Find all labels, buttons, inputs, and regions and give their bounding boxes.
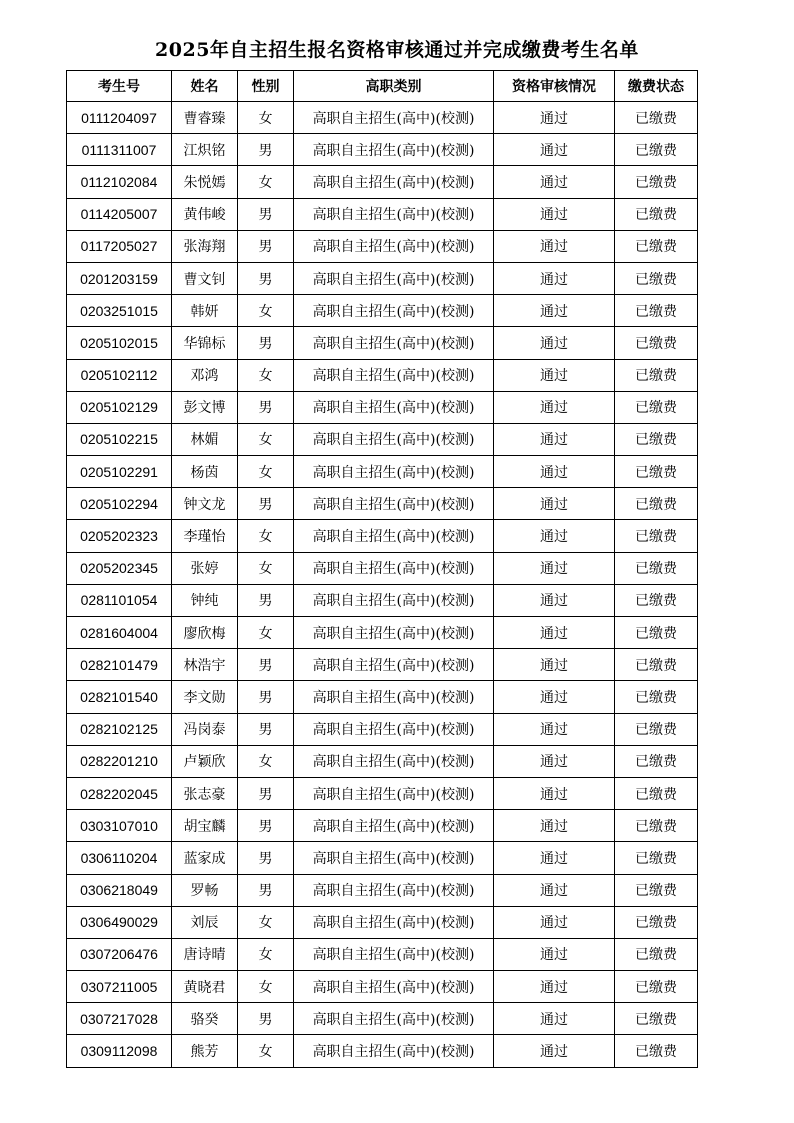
gender-cell: 女 xyxy=(238,166,294,198)
payment-status-cell: 已缴费 xyxy=(615,1035,698,1067)
candidate-number-cell: 0309112098 xyxy=(67,1035,172,1067)
candidate-number-cell: 0117205027 xyxy=(67,230,172,262)
payment-status-cell: 已缴费 xyxy=(615,359,698,391)
review-status-cell: 通过 xyxy=(494,520,615,552)
candidate-number-cell: 0282101540 xyxy=(67,681,172,713)
candidate-number-cell: 0205102294 xyxy=(67,488,172,520)
gender-cell: 女 xyxy=(238,938,294,970)
review-status-cell: 通过 xyxy=(494,456,615,488)
category-cell: 高职自主招生(高中)(校测) xyxy=(294,262,494,294)
table-row xyxy=(67,938,698,970)
name-cell: 廖欣梅 xyxy=(172,617,238,649)
candidate-number-cell: 0205102015 xyxy=(67,327,172,359)
payment-status-cell: 已缴费 xyxy=(615,971,698,1003)
review-status-cell: 通过 xyxy=(494,552,615,584)
gender-cell: 男 xyxy=(238,134,294,166)
table-row xyxy=(67,906,698,938)
table-row xyxy=(67,842,698,874)
name-cell: 朱悦嫣 xyxy=(172,166,238,198)
document-title: 2025年自主招生报名资格审核通过并完成缴费考生名单 xyxy=(155,39,639,61)
payment-status-cell: 已缴费 xyxy=(615,327,698,359)
candidate-number-cell: 0205102215 xyxy=(67,423,172,455)
name-cell: 李文勋 xyxy=(172,681,238,713)
table-row xyxy=(67,874,698,906)
review-status-cell: 通过 xyxy=(494,488,615,520)
table-row xyxy=(67,584,698,616)
category-cell: 高职自主招生(高中)(校测) xyxy=(294,1035,494,1067)
payment-status-cell: 已缴费 xyxy=(615,681,698,713)
gender-cell: 女 xyxy=(238,102,294,134)
payment-status-cell: 已缴费 xyxy=(615,552,698,584)
table-row xyxy=(67,166,698,198)
table-row xyxy=(67,456,698,488)
name-cell: 华锦标 xyxy=(172,327,238,359)
category-cell: 高职自主招生(高中)(校测) xyxy=(294,166,494,198)
review-status-cell: 通过 xyxy=(494,327,615,359)
candidate-number-cell: 0205102291 xyxy=(67,456,172,488)
payment-status-cell: 已缴费 xyxy=(615,584,698,616)
payment-status-cell: 已缴费 xyxy=(615,1003,698,1035)
candidate-number-cell: 0114205007 xyxy=(67,198,172,230)
category-cell: 高职自主招生(高中)(校测) xyxy=(294,713,494,745)
payment-status-cell: 已缴费 xyxy=(615,810,698,842)
payment-status-cell: 已缴费 xyxy=(615,713,698,745)
gender-cell: 女 xyxy=(238,617,294,649)
name-cell: 熊芳 xyxy=(172,1035,238,1067)
gender-cell: 男 xyxy=(238,391,294,423)
table-row xyxy=(67,102,698,134)
name-cell: 曹睿臻 xyxy=(172,102,238,134)
name-cell: 张海翔 xyxy=(172,230,238,262)
category-cell: 高职自主招生(高中)(校测) xyxy=(294,423,494,455)
header-category: 高职类别 xyxy=(294,71,494,102)
table-row xyxy=(67,971,698,1003)
table-row xyxy=(67,391,698,423)
header-candidate-number: 考生号 xyxy=(67,71,172,102)
review-status-cell: 通过 xyxy=(494,777,615,809)
table-row xyxy=(67,1003,698,1035)
payment-status-cell: 已缴费 xyxy=(615,617,698,649)
candidate-number-cell: 0205202345 xyxy=(67,552,172,584)
payment-status-cell: 已缴费 xyxy=(615,777,698,809)
candidate-number-cell: 0111311007 xyxy=(67,134,172,166)
candidate-number-cell: 0307217028 xyxy=(67,1003,172,1035)
category-cell: 高职自主招生(高中)(校测) xyxy=(294,938,494,970)
name-cell: 林媚 xyxy=(172,423,238,455)
name-cell: 江炽铭 xyxy=(172,134,238,166)
name-cell: 张志豪 xyxy=(172,777,238,809)
gender-cell: 男 xyxy=(238,584,294,616)
table-row xyxy=(67,295,698,327)
table-row xyxy=(67,359,698,391)
payment-status-cell: 已缴费 xyxy=(615,938,698,970)
review-status-cell: 通过 xyxy=(494,810,615,842)
name-cell: 彭文博 xyxy=(172,391,238,423)
table-row xyxy=(67,681,698,713)
gender-cell: 男 xyxy=(238,198,294,230)
payment-status-cell: 已缴费 xyxy=(615,906,698,938)
payment-status-cell: 已缴费 xyxy=(615,391,698,423)
review-status-cell: 通过 xyxy=(494,134,615,166)
category-cell: 高职自主招生(高中)(校测) xyxy=(294,906,494,938)
table-row xyxy=(67,488,698,520)
review-status-cell: 通过 xyxy=(494,681,615,713)
review-status-cell: 通过 xyxy=(494,971,615,1003)
review-status-cell: 通过 xyxy=(494,166,615,198)
payment-status-cell: 已缴费 xyxy=(615,520,698,552)
candidate-number-cell: 0282202045 xyxy=(67,777,172,809)
gender-cell: 男 xyxy=(238,262,294,294)
header-gender: 性别 xyxy=(238,71,294,102)
table-row xyxy=(67,198,698,230)
candidate-number-cell: 0205102129 xyxy=(67,391,172,423)
gender-cell: 女 xyxy=(238,745,294,777)
candidate-number-cell: 0306490029 xyxy=(67,906,172,938)
gender-cell: 女 xyxy=(238,295,294,327)
name-cell: 邓鸿 xyxy=(172,359,238,391)
candidate-number-cell: 0111204097 xyxy=(67,102,172,134)
gender-cell: 女 xyxy=(238,906,294,938)
review-status-cell: 通过 xyxy=(494,713,615,745)
category-cell: 高职自主招生(高中)(校测) xyxy=(294,649,494,681)
gender-cell: 男 xyxy=(238,842,294,874)
candidate-number-cell: 0281604004 xyxy=(67,617,172,649)
gender-cell: 男 xyxy=(238,874,294,906)
category-cell: 高职自主招生(高中)(校测) xyxy=(294,842,494,874)
table-row xyxy=(67,262,698,294)
gender-cell: 男 xyxy=(238,681,294,713)
gender-cell: 男 xyxy=(238,488,294,520)
category-cell: 高职自主招生(高中)(校测) xyxy=(294,391,494,423)
table-row xyxy=(67,649,698,681)
gender-cell: 女 xyxy=(238,359,294,391)
name-cell: 卢颖欣 xyxy=(172,745,238,777)
name-cell: 骆癸 xyxy=(172,1003,238,1035)
name-cell: 钟纯 xyxy=(172,584,238,616)
category-cell: 高职自主招生(高中)(校测) xyxy=(294,102,494,134)
category-cell: 高职自主招生(高中)(校测) xyxy=(294,971,494,1003)
category-cell: 高职自主招生(高中)(校测) xyxy=(294,198,494,230)
payment-status-cell: 已缴费 xyxy=(615,134,698,166)
header-review-status: 资格审核情况 xyxy=(494,71,615,102)
gender-cell: 女 xyxy=(238,423,294,455)
review-status-cell: 通过 xyxy=(494,262,615,294)
candidate-number-cell: 0307211005 xyxy=(67,971,172,1003)
category-cell: 高职自主招生(高中)(校测) xyxy=(294,552,494,584)
review-status-cell: 通过 xyxy=(494,391,615,423)
category-cell: 高职自主招生(高中)(校测) xyxy=(294,327,494,359)
candidate-number-cell: 0203251015 xyxy=(67,295,172,327)
review-status-cell: 通过 xyxy=(494,649,615,681)
review-status-cell: 通过 xyxy=(494,584,615,616)
payment-status-cell: 已缴费 xyxy=(615,102,698,134)
gender-cell: 女 xyxy=(238,971,294,1003)
category-cell: 高职自主招生(高中)(校测) xyxy=(294,520,494,552)
review-status-cell: 通过 xyxy=(494,617,615,649)
payment-status-cell: 已缴费 xyxy=(615,745,698,777)
review-status-cell: 通过 xyxy=(494,874,615,906)
review-status-cell: 通过 xyxy=(494,295,615,327)
candidate-number-cell: 0201203159 xyxy=(67,262,172,294)
name-cell: 林浩宇 xyxy=(172,649,238,681)
gender-cell: 女 xyxy=(238,1035,294,1067)
review-status-cell: 通过 xyxy=(494,842,615,874)
header-name: 姓名 xyxy=(172,71,238,102)
gender-cell: 男 xyxy=(238,810,294,842)
name-cell: 唐诗晴 xyxy=(172,938,238,970)
payment-status-cell: 已缴费 xyxy=(615,423,698,455)
gender-cell: 男 xyxy=(238,1003,294,1035)
table-row xyxy=(67,810,698,842)
payment-status-cell: 已缴费 xyxy=(615,488,698,520)
gender-cell: 男 xyxy=(238,327,294,359)
table-row xyxy=(67,134,698,166)
candidate-number-cell: 0282102125 xyxy=(67,713,172,745)
category-cell: 高职自主招生(高中)(校测) xyxy=(294,617,494,649)
category-cell: 高职自主招生(高中)(校测) xyxy=(294,359,494,391)
gender-cell: 男 xyxy=(238,649,294,681)
name-cell: 杨茵 xyxy=(172,456,238,488)
name-cell: 蓝家成 xyxy=(172,842,238,874)
category-cell: 高职自主招生(高中)(校测) xyxy=(294,456,494,488)
payment-status-cell: 已缴费 xyxy=(615,874,698,906)
table-row xyxy=(67,617,698,649)
table-row xyxy=(67,777,698,809)
payment-status-cell: 已缴费 xyxy=(615,230,698,262)
review-status-cell: 通过 xyxy=(494,1003,615,1035)
gender-cell: 男 xyxy=(238,230,294,262)
review-status-cell: 通过 xyxy=(494,230,615,262)
review-status-cell: 通过 xyxy=(494,1035,615,1067)
name-cell: 冯岗泰 xyxy=(172,713,238,745)
payment-status-cell: 已缴费 xyxy=(615,842,698,874)
candidate-number-cell: 0282101479 xyxy=(67,649,172,681)
name-cell: 黄伟峻 xyxy=(172,198,238,230)
candidate-table xyxy=(66,70,698,1068)
review-status-cell: 通过 xyxy=(494,906,615,938)
table-row xyxy=(67,745,698,777)
payment-status-cell: 已缴费 xyxy=(615,295,698,327)
payment-status-cell: 已缴费 xyxy=(615,649,698,681)
header-payment-status: 缴费状态 xyxy=(615,71,698,102)
category-cell: 高职自主招生(高中)(校测) xyxy=(294,488,494,520)
gender-cell: 女 xyxy=(238,552,294,584)
category-cell: 高职自主招生(高中)(校测) xyxy=(294,681,494,713)
review-status-cell: 通过 xyxy=(494,938,615,970)
category-cell: 高职自主招生(高中)(校测) xyxy=(294,874,494,906)
candidate-number-cell: 0205202323 xyxy=(67,520,172,552)
candidate-number-cell: 0306110204 xyxy=(67,842,172,874)
payment-status-cell: 已缴费 xyxy=(615,262,698,294)
table-row xyxy=(67,520,698,552)
name-cell: 罗畅 xyxy=(172,874,238,906)
table-header-row xyxy=(67,71,698,102)
gender-cell: 女 xyxy=(238,520,294,552)
name-cell: 韩妍 xyxy=(172,295,238,327)
candidate-number-cell: 0282201210 xyxy=(67,745,172,777)
category-cell: 高职自主招生(高中)(校测) xyxy=(294,745,494,777)
category-cell: 高职自主招生(高中)(校测) xyxy=(294,810,494,842)
table-row xyxy=(67,327,698,359)
name-cell: 刘辰 xyxy=(172,906,238,938)
payment-status-cell: 已缴费 xyxy=(615,166,698,198)
table-row xyxy=(67,423,698,455)
table-row xyxy=(67,552,698,584)
name-cell: 张婷 xyxy=(172,552,238,584)
review-status-cell: 通过 xyxy=(494,423,615,455)
category-cell: 高职自主招生(高中)(校测) xyxy=(294,777,494,809)
name-cell: 黄晓君 xyxy=(172,971,238,1003)
category-cell: 高职自主招生(高中)(校测) xyxy=(294,230,494,262)
table-row xyxy=(67,1035,698,1067)
gender-cell: 男 xyxy=(238,777,294,809)
table-row xyxy=(67,713,698,745)
name-cell: 曹文钊 xyxy=(172,262,238,294)
candidate-number-cell: 0112102084 xyxy=(67,166,172,198)
candidate-number-cell: 0306218049 xyxy=(67,874,172,906)
candidate-number-cell: 0205102112 xyxy=(67,359,172,391)
gender-cell: 男 xyxy=(238,713,294,745)
name-cell: 胡宝麟 xyxy=(172,810,238,842)
candidate-number-cell: 0281101054 xyxy=(67,584,172,616)
category-cell: 高职自主招生(高中)(校测) xyxy=(294,295,494,327)
name-cell: 李瑾怡 xyxy=(172,520,238,552)
category-cell: 高职自主招生(高中)(校测) xyxy=(294,134,494,166)
payment-status-cell: 已缴费 xyxy=(615,198,698,230)
candidate-number-cell: 0303107010 xyxy=(67,810,172,842)
name-cell: 钟文龙 xyxy=(172,488,238,520)
review-status-cell: 通过 xyxy=(494,102,615,134)
review-status-cell: 通过 xyxy=(494,198,615,230)
payment-status-cell: 已缴费 xyxy=(615,456,698,488)
table-row xyxy=(67,230,698,262)
gender-cell: 女 xyxy=(238,456,294,488)
category-cell: 高职自主招生(高中)(校测) xyxy=(294,584,494,616)
review-status-cell: 通过 xyxy=(494,359,615,391)
category-cell: 高职自主招生(高中)(校测) xyxy=(294,1003,494,1035)
review-status-cell: 通过 xyxy=(494,745,615,777)
candidate-number-cell: 0307206476 xyxy=(67,938,172,970)
